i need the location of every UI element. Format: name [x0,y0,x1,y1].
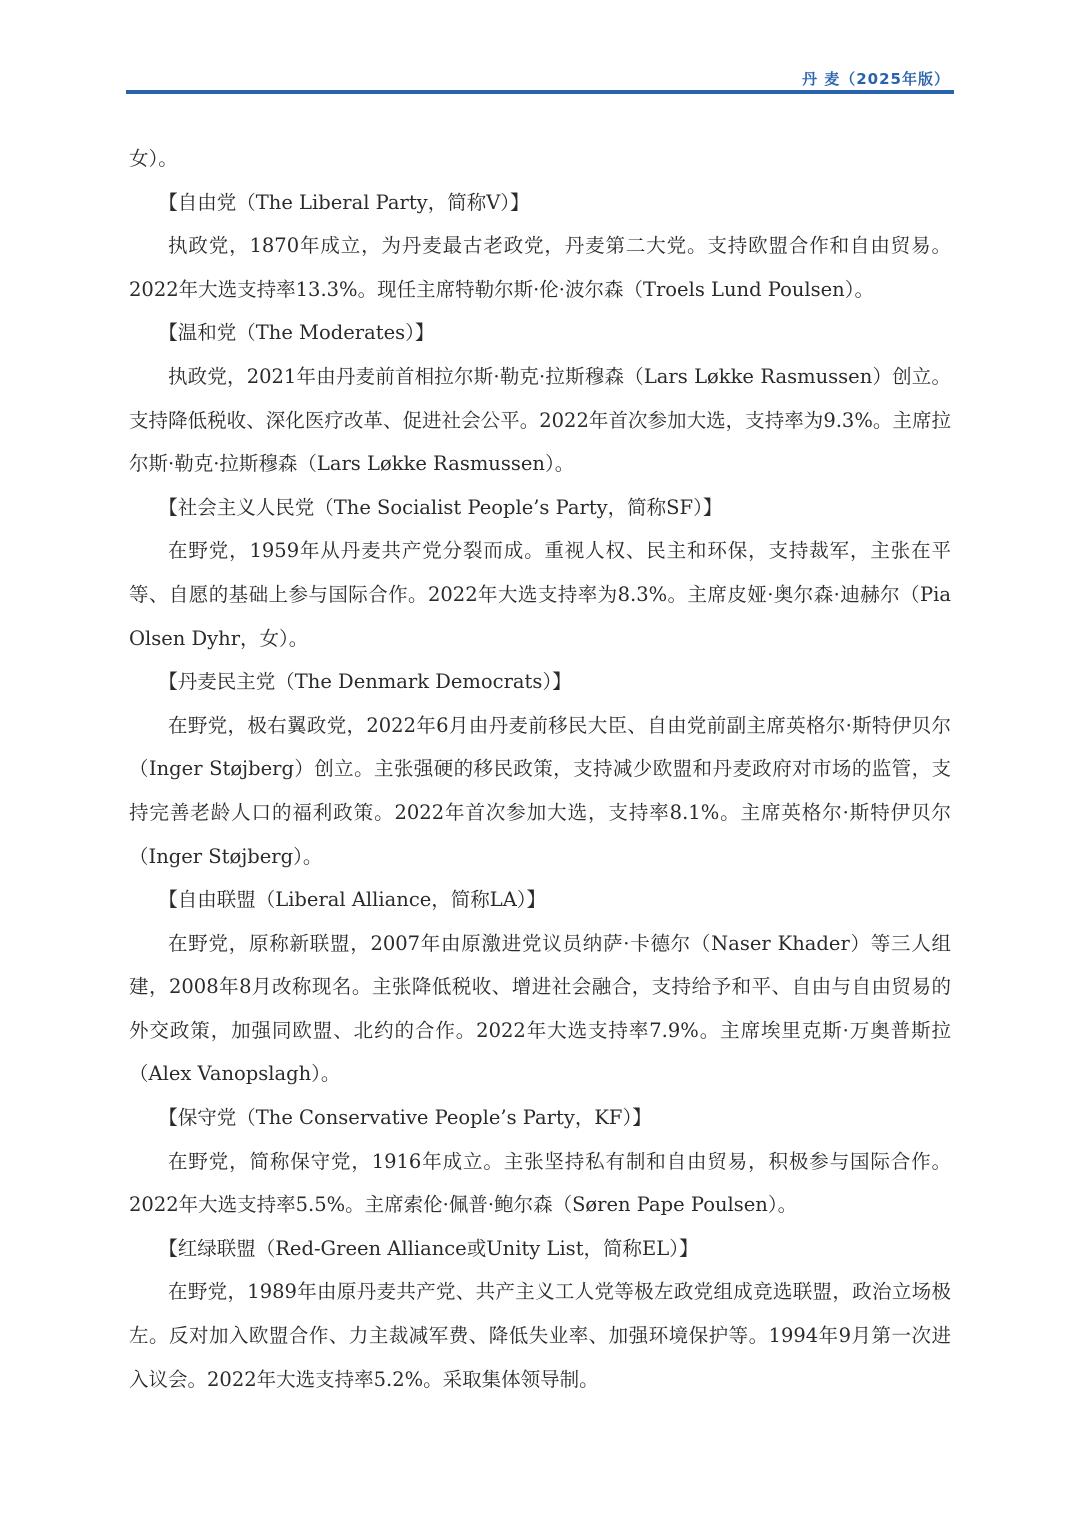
party-heading-sf: 【社会主义人民党（The Socialist People’s Party，简称SF）】 [158,495,723,519]
party-body-sf: 在野党，1959年从丹麦共产党分裂而成。重视人权、民主和环保，支持裁军，主张在平等、自愿的基础上参与国际合作。2022年大选支持率为8.3%。主席皮娅·奥尔森·迪赫尔（Pia Olsen Dyhr，女）。 [129,539,951,650]
party-heading-conservative: 【保守党（The Conservative People’s Party，KF）】 [158,1106,652,1130]
party-body-denmark-democrats: 在野党，极右翼政党，2022年6月由丹麦前移民大臣、自由党前副主席英格尔·斯特伊贝尔（Inger Støjberg）创立。主张强硬的移民政策，支持减少欧盟和丹麦政府对市场的监管，支持完善老龄人口的福利政策。2022年首次参加大选，支持率8.1%。主席英格尔·斯特伊贝尔（Inger Støjberg）。 [129,713,951,868]
header-rule [126,90,954,94]
party-heading-liberal: 【自由党（The Liberal Party，简称V）】 [158,190,530,214]
party-heading-red-green: 【红绿联盟（Red-Green Alliance或Unity List，简称EL）】 [158,1236,699,1260]
party-body-liberal-alliance: 在野党，原称新联盟，2007年由原激进党议员纳萨·卡德尔（Naser Khader）等三人组建，2008年8月改称现名。主张降低税收、增进社会融合，支持给予和平、自由与自由贸易的外交政策，加强同欧盟、北约的合作。2022年大选支持率7.9%。主席埃里克斯·万奥普斯拉（Alex Vanopslagh）。 [129,931,951,1086]
header-title: 丹 麦（2025年版） [802,70,950,88]
party-heading-liberal-alliance: 【自由联盟（Liberal Alliance，简称LA）】 [158,888,547,912]
document-body [129,137,951,1401]
party-body-red-green: 在野党，1989年由原丹麦共产党、共产主义工人党等极左政党组成竞选联盟，政治立场极左。反对加入欧盟合作、力主裁减军费、降低失业率、加强环境保护等。1994年9月第一次进入议会。2022年大选支持率5.2%。采取集体领导制。 [129,1280,951,1391]
party-body-conservative: 在野党，简称保守党，1916年成立。主张坚持私有制和自由贸易，积极参与国际合作。2022年大选支持率5.5%。主席索伦·佩普·鲍尔森（Søren Pape Poulsen）。 [129,1149,951,1217]
page-header [126,64,954,94]
party-heading-moderates: 【温和党（The Moderates）】 [158,321,435,345]
party-heading-denmark-democrats: 【丹麦民主党（The Denmark Democrats）】 [158,670,572,694]
party-body-liberal: 执政党，1870年成立，为丹麦最古老政党，丹麦第二大党。支持欧盟合作和自由贸易。2022年大选支持率13.3%。现任主席特勒尔斯·伦·波尔森（Troels Lund Poulsen）。 [129,234,951,301]
party-body-moderates: 执政党，2021年由丹麦前首相拉尔斯·勒克·拉斯穆森（Lars Løkke Rasmussen）创立。支持降低税收、深化医疗改革、促进社会公平。2022年首次参加大选，支持率为9.3%。主席拉尔斯·勒克·拉斯穆森（Lars Løkke Rasmussen）。 [129,364,951,476]
continued-paragraph: 女）。 [129,147,178,170]
